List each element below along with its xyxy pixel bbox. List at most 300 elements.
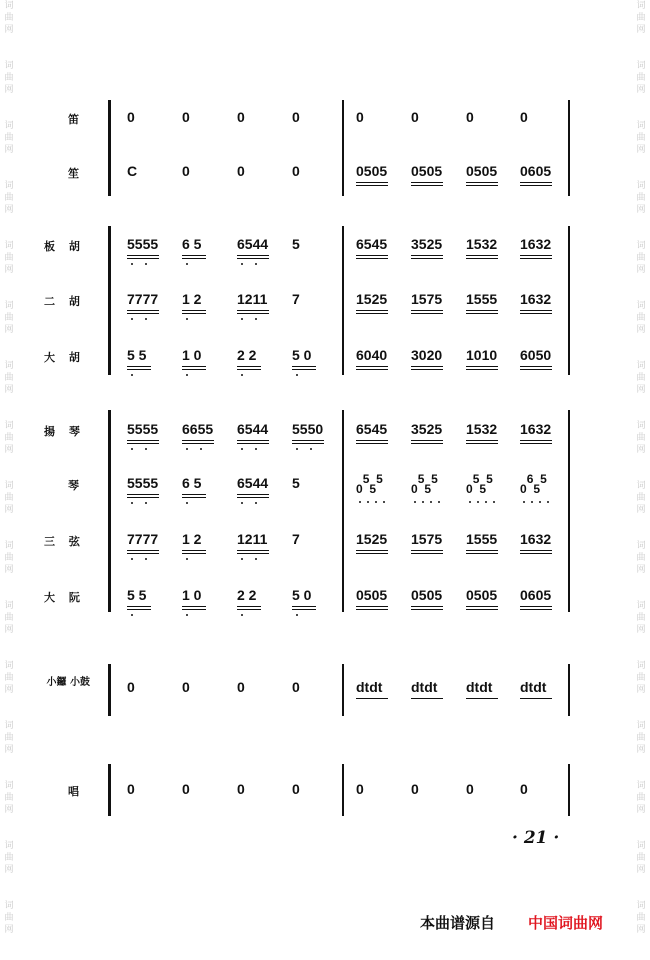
beam-underline (292, 369, 316, 370)
note-cell: 1532 (466, 236, 498, 252)
beam-underline (292, 606, 316, 607)
note-digit: 5 (479, 482, 487, 496)
octave-dot (131, 263, 133, 265)
note-cell: 1010 (466, 347, 498, 363)
octave-dot (241, 374, 243, 376)
octave-dot (186, 614, 188, 616)
watermark-text: 词曲网 (4, 361, 14, 395)
note-cell: 1525 (356, 531, 388, 547)
beam-underline (356, 369, 388, 370)
beam-underline (520, 698, 552, 699)
note-cell: 0 (356, 781, 364, 797)
octave-dot (145, 502, 147, 504)
note-cell: 0 (466, 781, 474, 797)
octave-dot (145, 263, 147, 265)
octave-dot (359, 501, 361, 503)
beam-underline (411, 182, 443, 183)
barline (342, 226, 344, 375)
barline (568, 226, 570, 375)
octave-dot (255, 448, 257, 450)
note-cell: 5 0 (292, 347, 312, 363)
note-cell: 0 (411, 109, 419, 125)
beam-underline (127, 497, 159, 498)
note-cell: 6655 (182, 421, 214, 437)
barline (342, 764, 344, 816)
note-cell: 5 5 (127, 347, 147, 363)
beam-underline (292, 366, 316, 367)
beam-underline (237, 494, 269, 495)
note-cell: 6 5 (182, 236, 202, 252)
beam-underline (411, 698, 443, 699)
octave-dot (547, 501, 549, 503)
watermark-text: 词曲网 (4, 61, 14, 95)
watermark-text: 词曲网 (636, 481, 646, 515)
instrument-label: 小鑼 小鼓 (46, 677, 90, 688)
octave-dot (186, 263, 188, 265)
beam-underline (356, 609, 388, 610)
octave-dot (383, 501, 385, 503)
instrument-label: 大 阮 (44, 591, 85, 604)
watermark-left (2, 0, 16, 960)
beam-underline (127, 310, 159, 311)
octave-dot (523, 501, 525, 503)
note-cell: 0 (411, 781, 419, 797)
beam-underline (411, 369, 443, 370)
octave-dot (296, 448, 298, 450)
beam-underline (466, 366, 498, 367)
instrument-label: 笛 (68, 113, 84, 126)
octave-dot (131, 558, 133, 560)
note-cell: 6544 (237, 475, 269, 491)
beam-underline (411, 606, 443, 607)
stacked-note-cell (411, 474, 438, 495)
note-cell: 2 2 (237, 587, 257, 603)
note-digit: 0 (466, 482, 473, 496)
note-cell: 0 (466, 109, 474, 125)
note-cell: 1555 (466, 531, 498, 547)
note-digit: 0 (356, 482, 363, 496)
note-digit: 5 (417, 472, 425, 486)
octave-dot (131, 318, 133, 320)
stacked-note-cell (466, 474, 493, 495)
note-cell: 5 0 (292, 587, 312, 603)
watermark-text: 词曲网 (636, 601, 646, 635)
watermark-text: 词曲网 (4, 181, 14, 215)
beam-underline (466, 609, 498, 610)
beam-underline (182, 313, 206, 314)
beam-underline (520, 440, 552, 441)
note-cell: 1632 (520, 421, 552, 437)
note-cell: 0 (292, 679, 300, 695)
watermark-text: 词曲网 (636, 301, 646, 335)
beam-underline (356, 310, 388, 311)
beam-underline (237, 443, 269, 444)
instrument-label: 琴 (68, 479, 84, 492)
watermark-text: 词曲网 (4, 841, 14, 875)
barline (568, 410, 570, 612)
barline (568, 764, 570, 816)
note-cell: 1 2 (182, 291, 202, 307)
octave-dot (375, 501, 377, 503)
beam-underline (356, 698, 388, 699)
beam-underline (237, 310, 269, 311)
watermark-text: 词曲网 (636, 541, 646, 575)
beam-underline (127, 258, 159, 259)
beam-underline (466, 310, 498, 311)
note-cell: 0 (237, 679, 245, 695)
beam-underline (411, 185, 443, 186)
octave-dot (296, 614, 298, 616)
beam-underline (411, 258, 443, 259)
octave-dot (255, 263, 257, 265)
beam-underline (411, 553, 443, 554)
note-cell: 1 0 (182, 587, 202, 603)
note-cell: 0 (356, 109, 364, 125)
beam-underline (466, 185, 498, 186)
octave-dot (255, 318, 257, 320)
watermark-text: 词曲网 (4, 121, 14, 155)
octave-dot (485, 501, 487, 503)
octave-dot (145, 558, 147, 560)
instrument-label: 唱 (68, 785, 84, 798)
beam-underline (237, 609, 261, 610)
octave-dot (531, 501, 533, 503)
note-cell: 0 (182, 679, 190, 695)
octave-dot (241, 263, 243, 265)
octave-dot (539, 501, 541, 503)
note-cell: 6040 (356, 347, 388, 363)
note-cell: dtdt (411, 679, 438, 695)
watermark-text: 词曲网 (4, 1, 14, 35)
beam-underline (466, 258, 498, 259)
note-cell: 6545 (356, 421, 388, 437)
beam-underline (127, 609, 151, 610)
octave-dot (241, 614, 243, 616)
footer-source-label: 本曲谱源自 (420, 914, 496, 932)
note-cell: 1632 (520, 531, 552, 547)
note-digit: 5 (540, 472, 547, 486)
note-cell: 0505 (356, 163, 388, 179)
group-bracket (108, 410, 111, 612)
beam-underline (127, 606, 151, 607)
note-cell: 5 (292, 236, 300, 252)
beam-underline (237, 255, 269, 256)
beam-underline (292, 443, 324, 444)
note-cell: 6050 (520, 347, 552, 363)
octave-dot (131, 502, 133, 504)
note-cell: dtdt (466, 679, 493, 695)
beam-underline (182, 497, 206, 498)
group-bracket (108, 764, 111, 816)
beam-underline (127, 255, 159, 256)
beam-underline (520, 258, 552, 259)
watermark-text: 词曲网 (636, 121, 646, 155)
beam-underline (237, 550, 269, 551)
octave-dot (131, 448, 133, 450)
octave-dot (145, 448, 147, 450)
beam-underline (182, 494, 206, 495)
beam-underline (356, 366, 388, 367)
beam-underline (520, 606, 552, 607)
octave-dot (255, 558, 257, 560)
note-cell: 7 (292, 531, 300, 547)
beam-underline (182, 369, 206, 370)
note-cell: 0 (127, 781, 135, 797)
octave-dot (469, 501, 471, 503)
note-cell: 1555 (466, 291, 498, 307)
note-digit: 5 (424, 482, 432, 496)
beam-underline (466, 553, 498, 554)
note-cell: 0605 (520, 163, 552, 179)
note-cell: 0 (292, 163, 300, 179)
watermark-text: 词曲网 (636, 181, 646, 215)
note-digit: 5 (472, 472, 480, 486)
note-cell: 0 (520, 109, 528, 125)
group-bracket (108, 664, 111, 716)
octave-dot (296, 374, 298, 376)
note-cell: 6 5 (182, 475, 202, 491)
note-cell: 6544 (237, 236, 269, 252)
watermark-text: 词曲网 (636, 61, 646, 95)
note-digit: 0 (520, 482, 527, 496)
note-cell: 0 (292, 781, 300, 797)
beam-underline (356, 443, 388, 444)
watermark-text: 词曲网 (636, 901, 646, 935)
note-digit: 6 (526, 472, 534, 486)
beam-underline (237, 553, 269, 554)
note-cell: 0 (127, 679, 135, 695)
octave-dot (186, 318, 188, 320)
barline (342, 410, 344, 612)
page-number: · 21 · (512, 828, 560, 848)
beam-underline (182, 609, 206, 610)
note-cell: 0505 (466, 587, 498, 603)
note-cell: 0505 (411, 587, 443, 603)
note-cell: 5 (292, 475, 300, 491)
note-cell: 1211 (237, 291, 268, 307)
watermark-text: 词曲网 (4, 421, 14, 455)
note-digit: 5 (376, 472, 383, 486)
octave-dot (131, 614, 133, 616)
beam-underline (127, 443, 159, 444)
note-cell: 0505 (466, 163, 498, 179)
beam-underline (182, 553, 206, 554)
octave-dot (310, 448, 312, 450)
beam-underline (237, 440, 269, 441)
beam-underline (356, 440, 388, 441)
beam-underline (356, 553, 388, 554)
beam-underline (356, 185, 388, 186)
note-cell: dtdt (520, 679, 547, 695)
note-cell: 1575 (411, 531, 443, 547)
note-digit: 5 (362, 472, 370, 486)
note-cell: 0 (182, 781, 190, 797)
watermark-text: 词曲网 (4, 721, 14, 755)
note-cell: 1525 (356, 291, 388, 307)
beam-underline (520, 255, 552, 256)
beam-underline (292, 440, 324, 441)
watermark-text: 词曲网 (636, 781, 646, 815)
beam-underline (127, 494, 159, 495)
octave-dot (186, 502, 188, 504)
beam-underline (520, 550, 552, 551)
beam-underline (182, 258, 206, 259)
octave-dot (131, 374, 133, 376)
beam-underline (127, 313, 159, 314)
beam-underline (466, 255, 498, 256)
footer-site-link[interactable]: 中国词曲网 (528, 914, 604, 932)
octave-dot (422, 501, 424, 503)
octave-dot (241, 558, 243, 560)
beam-underline (411, 443, 443, 444)
watermark-text: 词曲网 (4, 601, 14, 635)
note-cell: 0 (182, 109, 190, 125)
beam-underline (466, 698, 498, 699)
beam-underline (127, 366, 151, 367)
beam-underline (182, 310, 206, 311)
instrument-label: 二 胡 (44, 295, 85, 308)
beam-underline (520, 366, 552, 367)
note-cell: 5555 (127, 236, 159, 252)
beam-underline (182, 606, 206, 607)
note-digit: 5 (533, 482, 541, 496)
beam-underline (520, 185, 552, 186)
instrument-label: 笙 (68, 167, 84, 180)
beam-underline (466, 440, 498, 441)
beam-underline (411, 609, 443, 610)
beam-underline (466, 313, 498, 314)
note-cell: 0605 (520, 587, 552, 603)
note-cell: 0 (182, 163, 190, 179)
group-bracket (108, 226, 111, 375)
octave-dot (241, 448, 243, 450)
barline (342, 100, 344, 196)
beam-underline (411, 310, 443, 311)
note-cell: 0 (520, 781, 528, 797)
beam-underline (520, 369, 552, 370)
beam-underline (356, 606, 388, 607)
note-cell: C (127, 163, 138, 179)
beam-underline (520, 313, 552, 314)
beam-underline (466, 606, 498, 607)
note-cell: 7777 (127, 291, 159, 307)
note-cell: 1575 (411, 291, 443, 307)
note-cell: 5555 (127, 475, 159, 491)
octave-dot (241, 318, 243, 320)
note-cell: 0 (237, 163, 245, 179)
watermark-text: 词曲网 (4, 781, 14, 815)
note-cell: 3020 (411, 347, 443, 363)
octave-dot (200, 448, 202, 450)
watermark-text: 词曲网 (636, 421, 646, 455)
note-cell: 6544 (237, 421, 269, 437)
beam-underline (237, 497, 269, 498)
barline (342, 664, 344, 716)
octave-dot (438, 501, 440, 503)
stacked-note-cell (520, 474, 547, 495)
note-cell: 3525 (411, 236, 443, 252)
instrument-label: 三 弦 (44, 535, 85, 548)
beam-underline (411, 440, 443, 441)
stacked-note-cell (356, 474, 383, 495)
beam-underline (520, 182, 552, 183)
octave-dot (414, 501, 416, 503)
watermark-text: 词曲网 (636, 841, 646, 875)
beam-underline (356, 182, 388, 183)
beam-underline (411, 313, 443, 314)
note-cell: 1632 (520, 236, 552, 252)
watermark-text: 词曲网 (636, 721, 646, 755)
watermark-text: 词曲网 (4, 661, 14, 695)
watermark-text: 词曲网 (636, 361, 646, 395)
watermark-text: 词曲网 (636, 241, 646, 275)
beam-underline (466, 443, 498, 444)
watermark-right (634, 0, 648, 960)
beam-underline (127, 550, 159, 551)
barline (568, 100, 570, 196)
beam-underline (182, 443, 214, 444)
note-cell: 0 (127, 109, 135, 125)
octave-dot (186, 374, 188, 376)
note-cell: dtdt (356, 679, 383, 695)
instrument-label: 大 胡 (44, 351, 85, 364)
watermark-text: 词曲网 (4, 481, 14, 515)
beam-underline (237, 606, 261, 607)
watermark-text: 词曲网 (4, 301, 14, 335)
beam-underline (411, 366, 443, 367)
octave-dot (241, 502, 243, 504)
beam-underline (127, 369, 151, 370)
beam-underline (356, 258, 388, 259)
watermark-text: 词曲网 (4, 541, 14, 575)
watermark-text: 词曲网 (636, 661, 646, 695)
beam-underline (237, 366, 261, 367)
octave-dot (186, 448, 188, 450)
note-cell: 1632 (520, 291, 552, 307)
note-cell: 5 5 (127, 587, 147, 603)
note-cell: 0505 (411, 163, 443, 179)
note-cell: 2 2 (237, 347, 257, 363)
beam-underline (182, 255, 206, 256)
instrument-label: 揚 琴 (44, 425, 85, 438)
beam-underline (292, 609, 316, 610)
beam-underline (182, 550, 206, 551)
note-cell: 5550 (292, 421, 324, 437)
note-cell: 1 0 (182, 347, 202, 363)
octave-dot (145, 318, 147, 320)
beam-underline (411, 255, 443, 256)
beam-underline (237, 369, 261, 370)
beam-underline (356, 550, 388, 551)
note-cell: 0 (237, 781, 245, 797)
note-digit: 5 (431, 472, 438, 486)
barline (568, 664, 570, 716)
watermark-text: 词曲网 (4, 901, 14, 935)
group-bracket (108, 100, 111, 196)
note-cell: 0 (292, 109, 300, 125)
beam-underline (466, 369, 498, 370)
beam-underline (466, 182, 498, 183)
beam-underline (356, 255, 388, 256)
note-cell: 7 (292, 291, 300, 307)
beam-underline (356, 313, 388, 314)
beam-underline (520, 443, 552, 444)
beam-underline (466, 550, 498, 551)
beam-underline (127, 440, 159, 441)
note-cell: 0 (237, 109, 245, 125)
note-cell: 1 2 (182, 531, 202, 547)
note-cell: 3525 (411, 421, 443, 437)
